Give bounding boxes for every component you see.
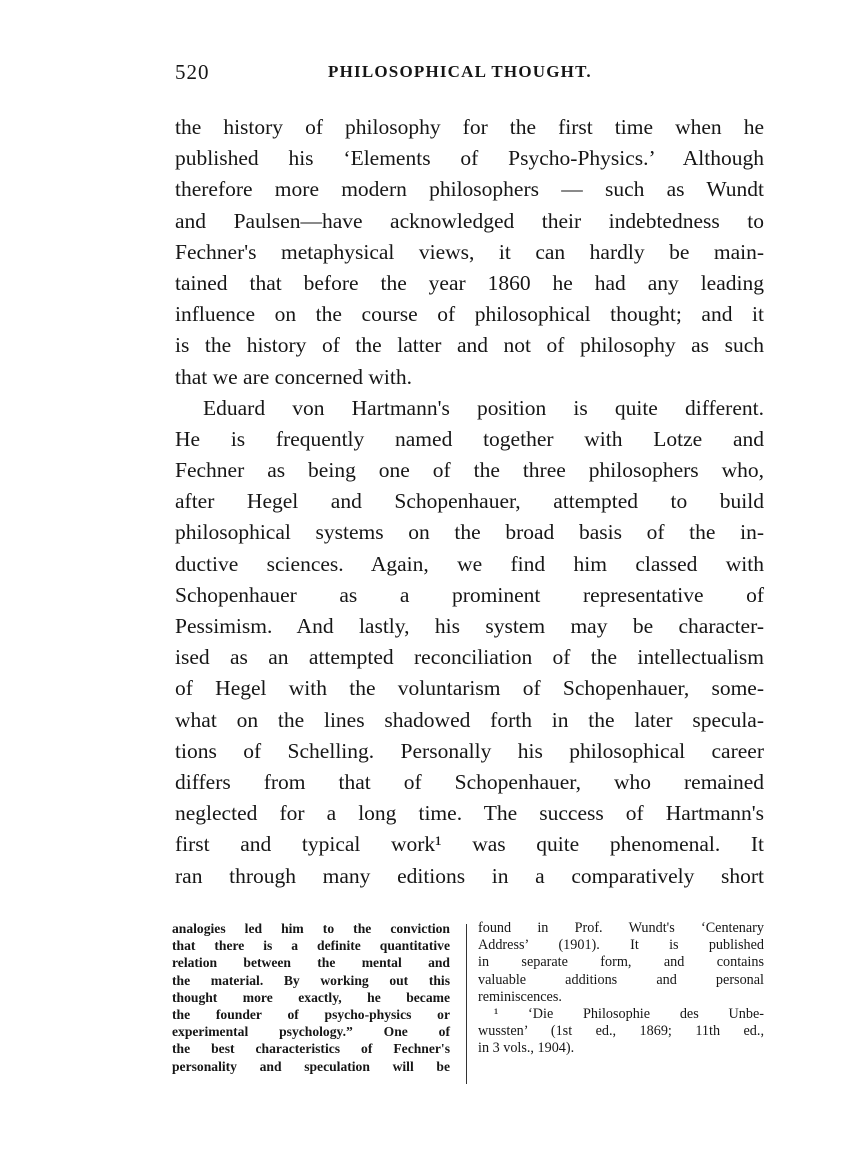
- footnote-line: in separate form, and contains: [478, 954, 764, 971]
- body-line: ran through many editions in a comparatively short: [175, 863, 764, 888]
- body-line: influence on the course of philosophical thought; and it: [175, 302, 764, 327]
- footnote-line: the best characteristics of Fechner's: [172, 1041, 450, 1057]
- body-line: what on the lines shadowed forth in the later specula-: [175, 707, 764, 732]
- body-line: Fechner's metaphysical views, it can hardly be main-: [175, 239, 764, 264]
- footnote-line: personality and speculation will be: [172, 1058, 450, 1074]
- body-line: He is frequently named together with Lotze and: [175, 426, 764, 451]
- body-line: is the history of the latter and not of philosophy as such: [175, 333, 764, 358]
- body-line: after Hegel and Schopenhauer, attempted to build: [175, 489, 764, 514]
- paragraph-end-line: that we are concerned with.: [175, 364, 412, 389]
- body-line: differs from that of Schopenhauer, who remained: [175, 769, 764, 794]
- body-line: Pessimism. And lastly, his system may be character-: [175, 614, 764, 638]
- page-number: 520: [175, 60, 210, 84]
- body-line: the history of philosophy for the first time when he: [175, 115, 764, 139]
- footnote-line: in 3 vols., 1904).: [478, 1040, 575, 1057]
- footnote-line: wussten’ (1st ed., 1869; 11th ed.,: [478, 1023, 764, 1040]
- footnote-column-divider: [466, 924, 467, 1084]
- running-title: PHILOSOPHICAL THOUGHT.: [328, 62, 592, 81]
- running-header: [175, 60, 775, 90]
- footnote-line: found in Prof. Wundt's ‘Centenary: [478, 920, 764, 936]
- body-line: neglected for a long time. The success of Hartmann's: [175, 801, 764, 826]
- footnote-column-left: [172, 920, 450, 1075]
- footnote-line: Address’ (1901). It is published: [478, 937, 764, 954]
- body-line: first and typical work¹ was quite phenomenal. It: [175, 832, 764, 857]
- footnote-line: relation between the mental and: [172, 955, 450, 971]
- body-line: tained that before the year 1860 he had any leading: [175, 270, 764, 295]
- footnote-line: the material. By working out this: [172, 972, 450, 988]
- footnote-line: experimental psychology.” One of: [172, 1024, 450, 1040]
- footnote-line: valuable additions and personal: [478, 971, 764, 988]
- body-line: philosophical systems on the broad basis of the in-: [175, 520, 764, 545]
- footnote-line: ¹ ‘Die Philosophie des Unbe-: [494, 1005, 764, 1022]
- paragraph-start-line: Eduard von Hartmann's position is quite different.: [203, 395, 764, 420]
- footnote-line: thought more exactly, he became: [172, 989, 450, 1005]
- body-line: ised as an attempted reconciliation of the intellectualism: [175, 645, 764, 670]
- footnote-column-right: [478, 920, 764, 1058]
- body-line: therefore more modern philosophers — such as Wundt: [175, 177, 764, 202]
- footnote-line: reminiscences.: [478, 988, 562, 1005]
- footnotes: [172, 920, 764, 1090]
- body-line: ductive sciences. Again, we find him classed with: [175, 551, 764, 576]
- body-line: of Hegel with the voluntarism of Schopenhauer, some-: [175, 676, 764, 701]
- footnote-line: analogies led him to the conviction: [172, 921, 450, 936]
- body-line: tions of Schelling. Personally his philosophical career: [175, 738, 764, 763]
- footnote-line: the founder of psycho-physics or: [172, 1006, 450, 1022]
- body-line: published his ‘Elements of Psycho-Physics.’ Although: [175, 146, 764, 171]
- body-line: and Paulsen—have acknowledged their indebtedness to: [175, 208, 764, 233]
- footnote-line: that there is a definite quantitative: [172, 938, 450, 954]
- body-text: [175, 112, 764, 892]
- body-line: Fechner as being one of the three philosophers who,: [175, 458, 764, 483]
- body-line: Schopenhauer as a prominent representative of: [175, 582, 764, 607]
